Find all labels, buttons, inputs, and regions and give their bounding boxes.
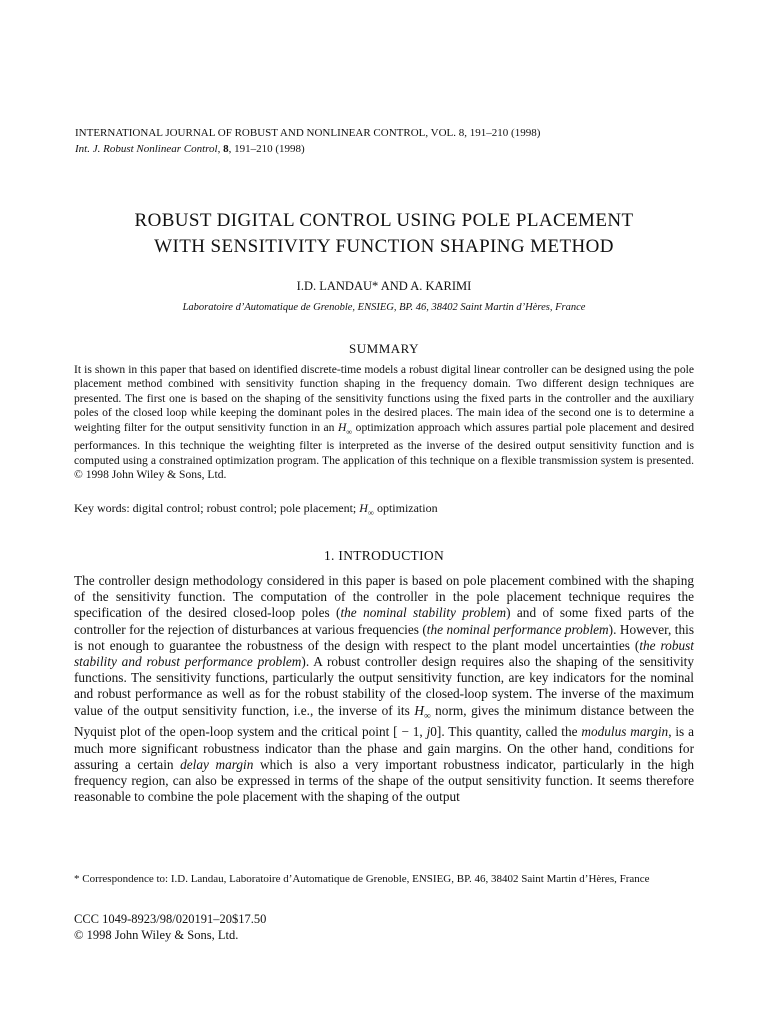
- journal-header: [75, 125, 540, 157]
- copyright-line: © 1998 John Wiley & Sons, Ltd.: [74, 928, 239, 942]
- summary-part: It is shown in this paper that based on identified discrete-time models a robust digital linear controller can be designed using the pole placement method combined with sensitivity function shaping in the frequency domain. Two different design techniques are presented. The first one is based on the shaping of the sensitivity functions using the fixed parts in the controller and the auxiliary poles of the closed loop while keeping the dominant poles in the desired places. The main idea of the second one is to determine a weighting filter for the output sensitivity function in an: [74, 363, 694, 434]
- keywords: [74, 501, 694, 520]
- keywords-list: Key words: digital control; robust control; pole placement;: [74, 501, 360, 515]
- copyright-block: [74, 911, 266, 943]
- title-line-1: ROBUST DIGITAL CONTROL USING POLE PLACEMENT: [134, 210, 634, 231]
- citation-volume: 8: [223, 143, 229, 155]
- citation-line: Int. J. Robust Nonlinear Control, 8, 191–210 (1998): [75, 143, 305, 155]
- summary-heading: SUMMARY: [349, 341, 419, 356]
- introduction-text: The controller design methodology considered in this paper is based on pole placement combined with the shaping of the sensitivity function. The computation of the controller in the pole placement technique requires the specification of the desired closed-loop poles (the nominal stability problem) and of some fixed parts of the controller for the rejection of disturbances at various frequencies (the nominal performance problem). However, this is not enough to guarantee the robustness of the design with respect to the plant model uncertainties (the robust stability and robust performance problem). A robust controller design requires also the shaping of the sensitivity functions. The sensitivity functions, particularly the output sensitivity function, are key indicators for the nominal and robust performance as well as for the robust stability of the closed-loop system. The inverse of the maximum value of the output sensitivity function, i.e., the inverse of its $H_\infty$ norm, gives the minimum distance between the Nyquist plot of the open-loop system and the critical point [ − 1, j0]. This quantity, called the modulus margin, is a much more significant robustness indicator than the phase and gain margins. On the other hand, conditions for assuring a certain delay margin which is also a very important robustness indicator, particularly in the high frequency region, can also be expressed in terms of the shape of the output sensitivity function. It seems therefore reasonable to combine the pole placement with the shaping of the output: [74, 573, 695, 805]
- ccc-code: CCC 1049-8923/98/020191–20$17.50: [74, 912, 267, 926]
- summary-text: [74, 363, 694, 483]
- citation-pages: , 191–210 (1998): [228, 143, 305, 155]
- paper-title: [40, 208, 728, 260]
- h-infinity-symbol: $H_\infty$: [337, 420, 353, 436]
- keywords-suffix: optimization: [373, 501, 438, 515]
- citation-journal: Int. J. Robust Nonlinear Control: [75, 143, 218, 155]
- title-line-2: WITH SENSITIVITY FUNCTION SHAPING METHOD: [154, 236, 614, 257]
- summary-part: optimization approach which assures partial pole placement and desired performances. In this technique the weighting filter is interpreted as the inverse of the desired output sensitivity function and is computed using a constrained optimization program. The application of this technique on a flexible transmission system is presented. © 1998 John Wiley & Sons, Ltd.: [74, 420, 694, 482]
- journal-line: INTERNATIONAL JOURNAL OF ROBUST AND NONLINEAR CONTROL, VOL. 8, 191–210 (1998): [75, 127, 541, 139]
- h-infinity-symbol: $H_\infty$: [359, 501, 374, 518]
- section-heading: 1. INTRODUCTION: [324, 548, 444, 563]
- affiliation: Laboratoire d’Automatique de Grenoble, ENSIEG, BP. 46, 38402 Saint Martin d’Hères, France: [182, 302, 586, 313]
- correspondence-footnote: * Correspondence to: I.D. Landau, Laboratoire d’Automatique de Grenoble, ENSIEG, BP. 46, 38402 Saint Martin d’Hères, France: [74, 873, 650, 885]
- authors: I.D. LANDAU* AND A. KARIMI: [296, 279, 472, 293]
- h-infinity-symbol: $H_\infty$: [414, 702, 431, 722]
